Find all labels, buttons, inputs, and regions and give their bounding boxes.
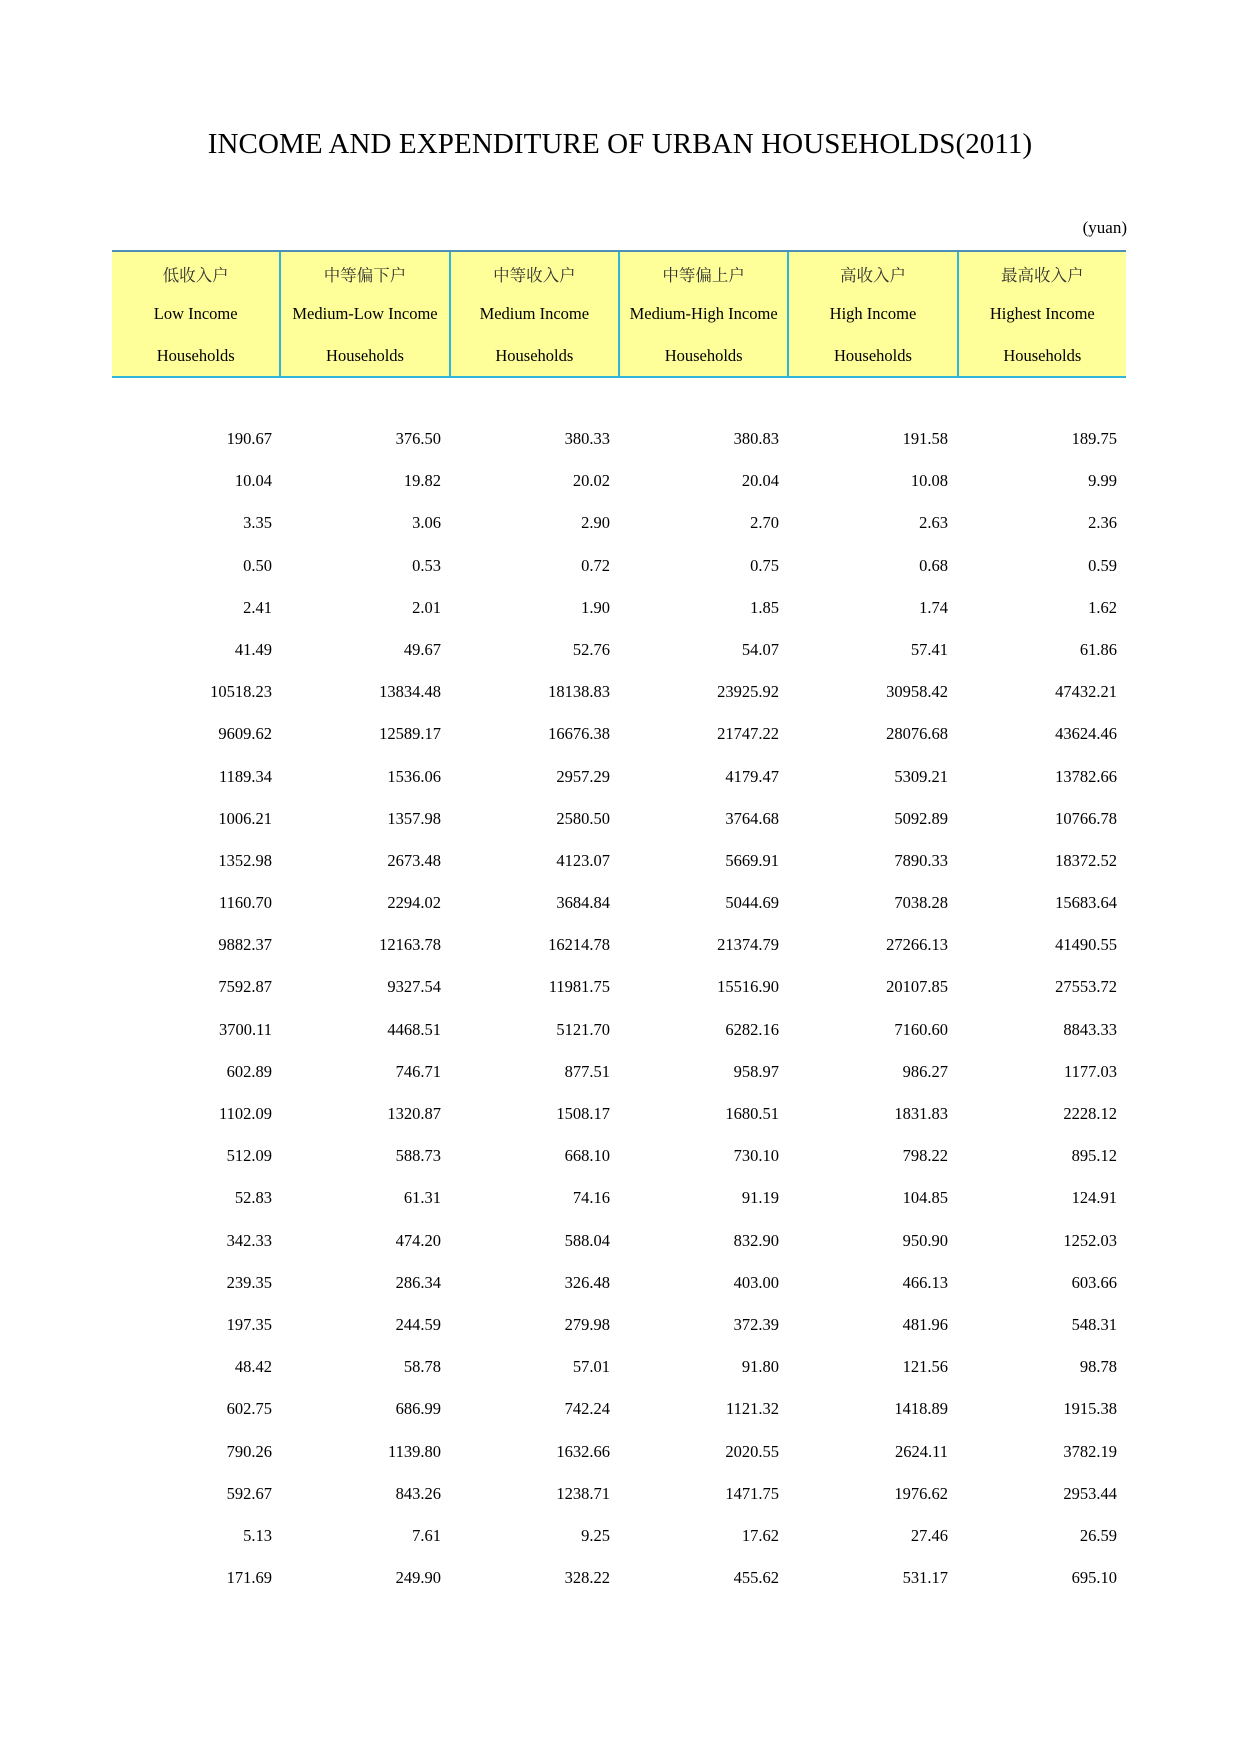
table-cell: 588.04 bbox=[564, 1230, 610, 1250]
table-cell: 380.83 bbox=[733, 429, 779, 448]
table-row bbox=[112, 1304, 1126, 1346]
table-row bbox=[112, 1051, 1126, 1093]
table-row bbox=[112, 587, 1126, 629]
table-cell: 191.58 bbox=[902, 429, 948, 448]
table-cell: 27266.13 bbox=[886, 935, 948, 955]
table-cell: 16676.38 bbox=[548, 724, 610, 744]
table-cell: 474.20 bbox=[395, 1230, 441, 1250]
column-header-zh: 高收入户 bbox=[839, 266, 906, 285]
table-cell: 13834.48 bbox=[379, 682, 441, 702]
table-cell: 6282.16 bbox=[725, 1019, 779, 1039]
table-cell: 249.90 bbox=[395, 1568, 441, 1588]
table-cell: 0.50 bbox=[243, 555, 272, 575]
table-cell: 403.00 bbox=[733, 1272, 779, 1292]
table-cell: 1160.70 bbox=[218, 893, 272, 913]
table-cell: 7592.87 bbox=[218, 977, 272, 997]
table-cell: 2957.29 bbox=[556, 766, 610, 786]
table-cell: 98.78 bbox=[1079, 1357, 1117, 1377]
table-cell: 20.04 bbox=[741, 471, 779, 491]
table-row bbox=[112, 418, 1126, 460]
table-cell: 2.90 bbox=[581, 513, 610, 533]
table-cell: 58.78 bbox=[403, 1357, 441, 1377]
table-cell: 602.89 bbox=[226, 1061, 272, 1081]
table-cell: 1632.66 bbox=[556, 1441, 610, 1461]
table-header bbox=[112, 250, 1126, 378]
table-cell: 2.01 bbox=[412, 597, 441, 617]
table-cell: 950.90 bbox=[902, 1230, 948, 1250]
table-cell: 27553.72 bbox=[1055, 977, 1117, 997]
table-cell: 548.31 bbox=[1071, 1314, 1117, 1334]
table-cell: 7.61 bbox=[412, 1525, 441, 1545]
table-cell: 5092.89 bbox=[894, 808, 948, 828]
column-header-households: Households bbox=[156, 346, 235, 365]
table-cell: 21374.79 bbox=[717, 935, 779, 955]
column-header-en: Highest Income bbox=[989, 304, 1095, 323]
table-cell: 52.76 bbox=[572, 639, 610, 659]
column-header bbox=[451, 252, 620, 376]
table-row bbox=[112, 924, 1126, 966]
table-cell: 5309.21 bbox=[894, 766, 948, 786]
table-cell: 124.91 bbox=[1071, 1188, 1117, 1208]
column-header-en: Medium-Low Income bbox=[292, 304, 438, 323]
table-cell: 686.99 bbox=[395, 1399, 441, 1419]
table-row bbox=[112, 1093, 1126, 1135]
table-row bbox=[112, 671, 1126, 713]
table-row bbox=[112, 502, 1126, 544]
table-cell: 2228.12 bbox=[1063, 1104, 1117, 1123]
table-cell: 41.49 bbox=[234, 639, 272, 659]
table-cell: 17.62 bbox=[741, 1525, 779, 1545]
column-header bbox=[112, 252, 281, 376]
table-cell: 1352.98 bbox=[218, 850, 272, 870]
table-cell: 1.85 bbox=[750, 597, 779, 617]
table-cell: 10518.23 bbox=[210, 682, 272, 702]
table-row bbox=[112, 460, 1126, 502]
column-header-en: High Income bbox=[829, 304, 917, 323]
table-cell: 328.22 bbox=[564, 1568, 610, 1588]
page-title: INCOME AND EXPENDITURE OF URBAN HOUSEHOLDS(2011) bbox=[207, 128, 1033, 160]
table-cell: 668.10 bbox=[564, 1146, 610, 1166]
column-header-zh: 中等偏下户 bbox=[323, 266, 407, 285]
table-cell: 104.85 bbox=[902, 1188, 948, 1208]
table-cell: 986.27 bbox=[902, 1061, 948, 1081]
column-header-zh: 中等偏上户 bbox=[662, 266, 745, 285]
table-cell: 2673.48 bbox=[387, 850, 441, 870]
table-cell: 481.96 bbox=[902, 1314, 948, 1334]
table-cell: 2020.55 bbox=[725, 1441, 779, 1461]
table-cell: 2.63 bbox=[919, 513, 948, 533]
table-cell: 8843.33 bbox=[1063, 1019, 1117, 1039]
table-cell: 843.26 bbox=[395, 1483, 441, 1503]
table-cell: 239.35 bbox=[226, 1272, 272, 1292]
column-header-en: Medium Income bbox=[479, 304, 590, 323]
table-cell: 7890.33 bbox=[894, 850, 948, 870]
table-cell: 54.07 bbox=[741, 639, 779, 659]
table-cell: 43624.46 bbox=[1055, 724, 1117, 744]
table-cell: 15516.90 bbox=[717, 977, 779, 997]
table-cell: 1508.17 bbox=[556, 1104, 610, 1123]
table-cell: 10.04 bbox=[234, 471, 272, 491]
table-cell: 49.67 bbox=[403, 639, 441, 659]
table-cell: 588.73 bbox=[395, 1146, 441, 1166]
table-cell: 91.19 bbox=[741, 1188, 779, 1208]
table-cell: 466.13 bbox=[902, 1272, 948, 1292]
table-cell: 5121.70 bbox=[556, 1019, 610, 1039]
table-cell: 286.34 bbox=[395, 1272, 441, 1292]
table-cell: 1418.89 bbox=[894, 1399, 948, 1419]
table-cell: 0.68 bbox=[919, 555, 948, 575]
table-row bbox=[112, 1262, 1126, 1304]
table-cell: 1.74 bbox=[919, 597, 948, 617]
table-cell: 9882.37 bbox=[218, 935, 272, 955]
table-cell: 695.10 bbox=[1071, 1568, 1117, 1588]
table-row bbox=[112, 629, 1126, 671]
table-row bbox=[112, 1220, 1126, 1262]
table-cell: 372.39 bbox=[733, 1314, 779, 1334]
table-cell: 21747.22 bbox=[717, 724, 779, 744]
table-cell: 1139.80 bbox=[387, 1441, 441, 1461]
column-header-en: Medium-High Income bbox=[629, 304, 778, 323]
table-cell: 798.22 bbox=[902, 1146, 948, 1166]
table-cell: 27.46 bbox=[910, 1525, 948, 1545]
table-cell: 9609.62 bbox=[218, 724, 272, 744]
column-header-households: Households bbox=[495, 346, 574, 365]
table-cell: 30958.42 bbox=[886, 682, 948, 702]
table-row bbox=[112, 1431, 1126, 1473]
table-cell: 7160.60 bbox=[894, 1019, 948, 1039]
table-cell: 61.31 bbox=[403, 1188, 441, 1208]
column-header-zh: 低收入户 bbox=[162, 266, 229, 285]
table-cell: 3.35 bbox=[243, 513, 272, 533]
column-header-households: Households bbox=[326, 346, 404, 365]
table-row bbox=[112, 1346, 1126, 1388]
column-header bbox=[620, 252, 789, 376]
table-cell: 342.33 bbox=[226, 1230, 272, 1250]
table-row bbox=[112, 1388, 1126, 1430]
table-cell: 2624.11 bbox=[894, 1441, 948, 1461]
table-cell: 1471.75 bbox=[725, 1483, 779, 1503]
table-cell: 16214.78 bbox=[548, 935, 610, 955]
table-cell: 3764.68 bbox=[725, 808, 779, 828]
table-cell: 958.97 bbox=[733, 1061, 779, 1081]
table-cell: 91.80 bbox=[741, 1357, 779, 1377]
table-cell: 1121.32 bbox=[725, 1399, 779, 1419]
table-cell: 3684.84 bbox=[556, 893, 610, 913]
table-row bbox=[112, 545, 1126, 587]
table-cell: 512.09 bbox=[226, 1146, 272, 1166]
table-cell: 47432.21 bbox=[1055, 682, 1117, 702]
table-cell: 20.02 bbox=[572, 471, 610, 491]
table-row bbox=[112, 1135, 1126, 1177]
table-cell: 0.59 bbox=[1088, 555, 1117, 575]
table-cell: 3700.11 bbox=[218, 1019, 272, 1039]
table-cell: 531.17 bbox=[902, 1568, 948, 1588]
table-cell: 189.75 bbox=[1071, 429, 1117, 448]
table-row bbox=[112, 713, 1126, 755]
table-cell: 26.59 bbox=[1079, 1525, 1117, 1545]
table-cell: 48.42 bbox=[234, 1357, 272, 1377]
table-cell: 0.53 bbox=[412, 555, 441, 575]
table-cell: 2.70 bbox=[750, 513, 779, 533]
table-cell: 742.24 bbox=[564, 1399, 610, 1419]
table-cell: 11981.75 bbox=[548, 977, 610, 997]
table-row bbox=[112, 840, 1126, 882]
table-cell: 28076.68 bbox=[886, 724, 948, 744]
table-cell: 1238.71 bbox=[556, 1483, 610, 1503]
table-row bbox=[112, 798, 1126, 840]
table-cell: 10766.78 bbox=[1055, 808, 1117, 828]
table-cell: 455.62 bbox=[733, 1568, 779, 1588]
table-cell: 832.90 bbox=[733, 1230, 779, 1250]
table-cell: 1976.62 bbox=[894, 1483, 948, 1503]
table-row bbox=[112, 756, 1126, 798]
table-cell: 190.67 bbox=[226, 429, 272, 448]
table-cell: 1536.06 bbox=[387, 766, 441, 786]
table-cell: 2953.44 bbox=[1063, 1483, 1117, 1503]
table-cell: 4468.51 bbox=[387, 1019, 441, 1039]
table-cell: 41490.55 bbox=[1055, 935, 1117, 955]
column-header bbox=[281, 252, 450, 376]
table-cell: 19.82 bbox=[403, 471, 441, 491]
table-cell: 376.50 bbox=[395, 429, 441, 448]
table-cell: 121.56 bbox=[902, 1357, 948, 1377]
column-header-households: Households bbox=[1003, 346, 1082, 365]
column-header-households: Households bbox=[664, 346, 743, 365]
table-cell: 18372.52 bbox=[1055, 850, 1117, 870]
table-cell: 0.75 bbox=[750, 555, 779, 575]
table-cell: 9327.54 bbox=[387, 977, 441, 997]
column-header-zh: 中等收入户 bbox=[493, 266, 576, 285]
table-row bbox=[112, 882, 1126, 924]
table-cell: 244.59 bbox=[395, 1314, 441, 1334]
table-cell: 5669.91 bbox=[725, 850, 779, 870]
table-cell: 7038.28 bbox=[894, 893, 948, 913]
table-row bbox=[112, 1473, 1126, 1515]
column-header-en: Low Income bbox=[153, 304, 238, 323]
table-cell: 895.12 bbox=[1071, 1146, 1117, 1166]
table-cell: 0.72 bbox=[581, 555, 610, 575]
table-cell: 730.10 bbox=[733, 1146, 779, 1166]
table-cell: 592.67 bbox=[226, 1483, 272, 1503]
table-row bbox=[112, 1009, 1126, 1051]
table-cell: 790.26 bbox=[226, 1441, 272, 1461]
table-cell: 2.36 bbox=[1088, 513, 1117, 533]
table-cell: 1006.21 bbox=[218, 808, 272, 828]
table-cell: 4179.47 bbox=[725, 766, 779, 786]
table-cell: 1915.38 bbox=[1063, 1399, 1117, 1419]
table-cell: 57.41 bbox=[910, 639, 948, 659]
column-header bbox=[789, 252, 958, 376]
table-cell: 12589.17 bbox=[379, 724, 441, 744]
column-header-households: Households bbox=[834, 346, 912, 365]
table-cell: 2580.50 bbox=[556, 808, 610, 828]
data-table-body bbox=[112, 418, 1126, 1599]
table-cell: 74.16 bbox=[572, 1188, 610, 1208]
table-cell: 1189.34 bbox=[218, 766, 272, 786]
table-cell: 5.13 bbox=[243, 1525, 272, 1545]
table-cell: 603.66 bbox=[1071, 1272, 1117, 1292]
table-cell: 326.48 bbox=[564, 1272, 610, 1292]
table-cell: 1177.03 bbox=[1063, 1061, 1117, 1081]
table-cell: 2.41 bbox=[243, 597, 272, 617]
table-row bbox=[112, 1515, 1126, 1557]
table-cell: 9.25 bbox=[581, 1525, 610, 1545]
table-cell: 1252.03 bbox=[1063, 1230, 1117, 1250]
table-cell: 1.90 bbox=[581, 597, 610, 617]
table-cell: 1.62 bbox=[1088, 597, 1117, 617]
column-header bbox=[959, 252, 1126, 376]
table-cell: 1680.51 bbox=[725, 1104, 779, 1123]
table-cell: 746.71 bbox=[395, 1061, 441, 1081]
table-cell: 171.69 bbox=[226, 1568, 272, 1588]
table-row bbox=[112, 966, 1126, 1008]
table-cell: 15683.64 bbox=[1055, 893, 1117, 913]
table-cell: 602.75 bbox=[226, 1399, 272, 1419]
table-cell: 23925.92 bbox=[717, 682, 779, 702]
column-header-zh: 最高收入户 bbox=[1001, 266, 1084, 285]
table-cell: 18138.83 bbox=[548, 682, 610, 702]
table-cell: 20107.85 bbox=[886, 977, 948, 997]
table-cell: 3782.19 bbox=[1063, 1441, 1117, 1461]
table-cell: 5044.69 bbox=[725, 893, 779, 913]
table-cell: 4123.07 bbox=[556, 850, 610, 870]
table-cell: 1320.87 bbox=[387, 1104, 441, 1123]
table-cell: 1357.98 bbox=[387, 808, 441, 828]
table-cell: 1102.09 bbox=[218, 1104, 272, 1123]
table-row bbox=[112, 1557, 1126, 1599]
table-cell: 57.01 bbox=[572, 1357, 610, 1377]
table-cell: 10.08 bbox=[910, 471, 948, 491]
table-cell: 13782.66 bbox=[1055, 766, 1117, 786]
table-row bbox=[112, 1177, 1126, 1219]
table-cell: 1831.83 bbox=[894, 1104, 948, 1123]
table-cell: 380.33 bbox=[564, 429, 610, 448]
table-cell: 2294.02 bbox=[387, 893, 441, 913]
table-cell: 9.99 bbox=[1088, 471, 1117, 491]
table-cell: 52.83 bbox=[234, 1188, 272, 1208]
table-cell: 197.35 bbox=[226, 1314, 272, 1334]
unit-label: (yuan) bbox=[1082, 218, 1127, 237]
table-cell: 279.98 bbox=[564, 1314, 610, 1334]
table-cell: 3.06 bbox=[412, 513, 441, 533]
table-cell: 61.86 bbox=[1079, 639, 1117, 659]
table-cell: 12163.78 bbox=[379, 935, 441, 955]
table-cell: 877.51 bbox=[564, 1061, 610, 1081]
